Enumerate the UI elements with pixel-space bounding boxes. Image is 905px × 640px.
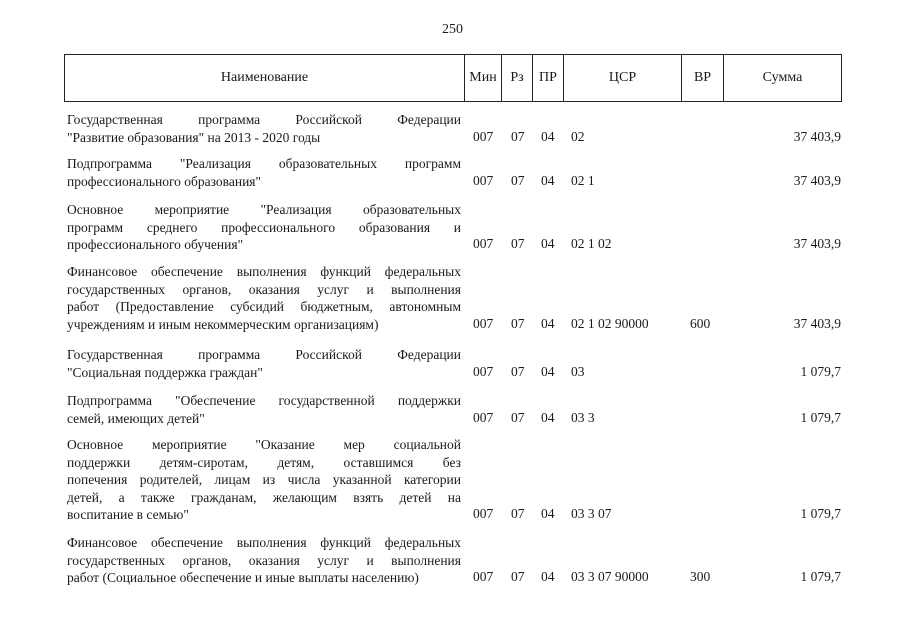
page-number: 250 (442, 22, 463, 37)
row-name-line: профессионального образования" (67, 173, 262, 189)
row-name (67, 436, 461, 524)
row-pr: 04 (541, 569, 555, 584)
row-vr: 600 (690, 315, 711, 331)
row-sum: 1 079,7 (800, 569, 841, 584)
row-name-line: профессионального обучения" (67, 237, 244, 252)
row-name-line: Финансовое обеспечение выполнения функций федеральных (67, 264, 461, 279)
row-name-line: Подпрограмма "Реализация образовательных программ (67, 156, 461, 171)
row-rz: 07 (511, 409, 525, 425)
row-pr: 04 (541, 236, 555, 251)
row-name-line: Подпрограмма "Обеспечение государственной поддержки (67, 393, 461, 408)
row-sum: 37 403,9 (793, 172, 841, 188)
row-name-line: работ (Социальное обеспечение и иные выплаты населению) (67, 570, 419, 585)
row-min: 007 (473, 172, 494, 188)
row-name-line: "Развитие образования" на 2013 - 2020 годы (67, 129, 321, 145)
row-pr: 04 (541, 128, 555, 144)
row-name-line: семей, имеющих детей" (67, 410, 205, 426)
row-name-line: Основное мероприятие "Реализация образовательных (67, 202, 461, 217)
row-name-line: государственных органов, оказания услуг и выполнения (67, 281, 461, 297)
header-pr: ПР (533, 55, 564, 101)
row-name-line: государственных органов, оказания услуг и выполнения (67, 552, 461, 568)
row-rz: 07 (511, 506, 525, 521)
row-name-line: попечения родителей, лицам из числа указанной категории (67, 472, 461, 487)
row-csr: 03 3 07 (571, 506, 612, 521)
row-name-line: поддержки детям-сиротам, детям, оставшимся без (67, 454, 461, 470)
row-pr: 04 (541, 409, 555, 425)
row-name (67, 346, 461, 381)
header-sum: Сумма (762, 70, 803, 85)
row-rz: 07 (511, 128, 525, 144)
row-name-line: воспитание в семью" (67, 507, 189, 522)
row-rz: 07 (511, 363, 525, 379)
row-min: 007 (473, 315, 494, 331)
row-csr: 03 (571, 363, 585, 379)
row-name-line: детей, а также гражданам, желающим взять детей на (67, 489, 461, 505)
row-csr: 03 3 (571, 409, 595, 425)
row-csr: 02 (571, 128, 585, 144)
row-name (67, 263, 461, 333)
row-name (67, 155, 461, 190)
row-sum: 37 403,9 (793, 315, 841, 331)
row-pr: 04 (541, 315, 555, 331)
row-name-line: Государственная программа Российской Федерации (67, 347, 461, 362)
row-rz: 07 (511, 172, 525, 188)
row-name (67, 201, 461, 254)
header-name: Наименование (65, 55, 465, 101)
row-sum: 37 403,9 (793, 128, 841, 144)
header-vr: ВР (682, 55, 724, 101)
header-rz: Рз (502, 55, 533, 101)
row-name-line: Государственная программа Российской Федерации (67, 112, 461, 127)
row-sum: 1 079,7 (800, 506, 841, 521)
row-name-line: "Социальная поддержка граждан" (67, 364, 263, 380)
row-name (67, 111, 461, 146)
row-csr: 02 1 02 (571, 236, 612, 251)
row-min: 007 (473, 236, 494, 251)
row-min: 007 (473, 506, 494, 521)
row-min: 007 (473, 363, 494, 379)
row-rz: 07 (511, 236, 525, 251)
row-name-line: Финансовое обеспечение выполнения функций федеральных (67, 535, 461, 550)
row-min: 007 (473, 569, 494, 584)
row-pr: 04 (541, 506, 555, 521)
row-sum: 1 079,7 (800, 409, 841, 425)
row-name-line: учреждениям и иным некоммерческим организациям) (67, 316, 379, 332)
table-header (64, 54, 842, 102)
row-rz: 07 (511, 569, 525, 584)
row-name-line: программ среднего профессионального образования и (67, 219, 461, 235)
row-min: 007 (473, 409, 494, 425)
row-rz: 07 (511, 315, 525, 331)
row-pr: 04 (541, 363, 555, 379)
row-name (67, 392, 461, 427)
row-min: 007 (473, 128, 494, 144)
row-name-line: работ (Предоставление субсидий бюджетным, автономным (67, 299, 461, 314)
row-name-line: Основное мероприятие "Оказание мер социальной (67, 437, 461, 452)
row-vr: 300 (690, 569, 711, 584)
row-sum: 1 079,7 (800, 363, 841, 379)
header-csr: ЦСР (564, 55, 682, 101)
row-csr: 03 3 07 90000 (571, 569, 649, 584)
header-min: Мин (465, 55, 502, 101)
row-name (67, 534, 461, 587)
row-sum: 37 403,9 (793, 236, 841, 251)
row-pr: 04 (541, 172, 555, 188)
row-csr: 02 1 02 90000 (571, 315, 649, 331)
row-csr: 02 1 (571, 172, 595, 188)
